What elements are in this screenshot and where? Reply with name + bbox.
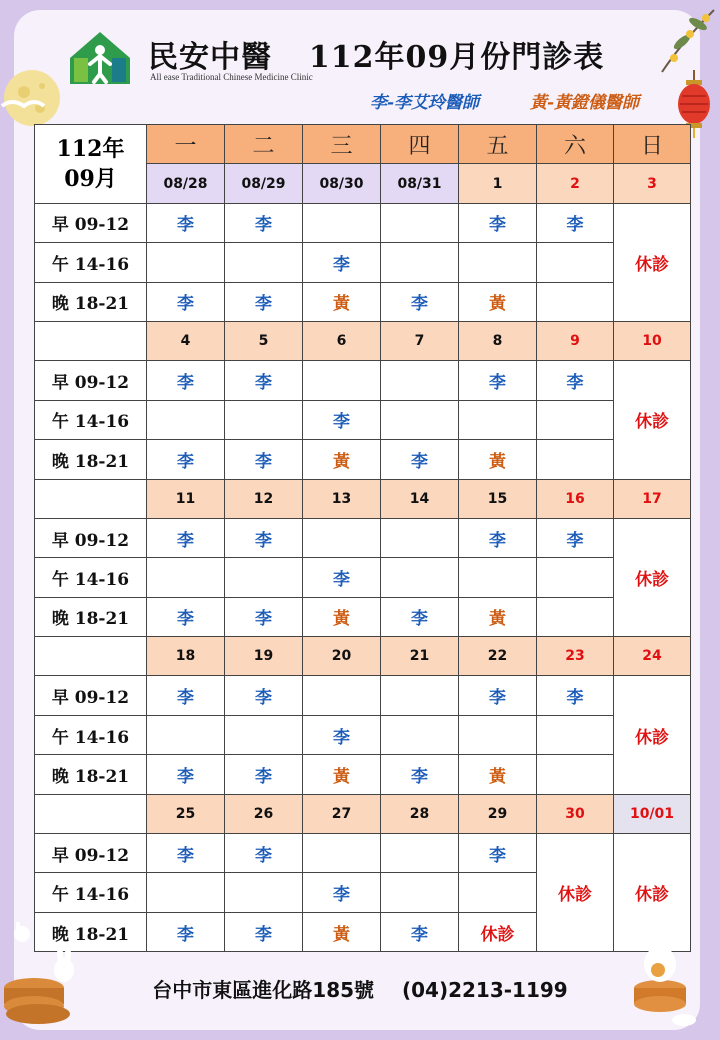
doctor-li-cell: 李 [225, 440, 303, 479]
empty-cell [381, 361, 459, 400]
empty-cell [303, 361, 381, 400]
closed-cell-sun: 休診 [614, 834, 691, 952]
empty-cell [381, 558, 459, 597]
date-cell: 2 [537, 164, 614, 203]
empty-cell [225, 873, 303, 912]
date-cell: 24 [614, 637, 691, 676]
month-label [35, 125, 147, 204]
date-cell: 25 [147, 794, 225, 833]
empty-cell [303, 203, 381, 242]
blank-cell [35, 479, 147, 518]
empty-cell [381, 676, 459, 715]
legend-li: 李-李艾玲醫師 [370, 93, 480, 113]
empty-cell [537, 400, 614, 439]
weekday-header: 二 [225, 125, 303, 164]
doctor-huang-cell: 黃 [459, 282, 537, 321]
blank-cell [35, 794, 147, 833]
date-cell: 08/30 [303, 164, 381, 203]
date-cell: 23 [537, 637, 614, 676]
doctor-li-cell: 李 [225, 203, 303, 242]
doctor-li-cell: 李 [303, 715, 381, 754]
legend-huang: 黃-黃鐙儀醫師 [530, 93, 640, 113]
weekday-header: 四 [381, 125, 459, 164]
empty-cell [381, 203, 459, 242]
date-cell: 30 [537, 794, 614, 833]
empty-cell [147, 558, 225, 597]
date-cell: 5 [225, 321, 303, 360]
weekday-header: 日 [614, 125, 691, 164]
doctor-huang-cell: 黃 [459, 755, 537, 794]
empty-cell [381, 715, 459, 754]
time-slot-label: 早 09-12 [35, 676, 147, 715]
empty-cell [459, 873, 537, 912]
doctor-li-cell: 李 [381, 282, 459, 321]
empty-cell [459, 558, 537, 597]
date-cell: 08/29 [225, 164, 303, 203]
doctor-li-cell: 李 [225, 361, 303, 400]
empty-cell [147, 400, 225, 439]
blank-cell [35, 321, 147, 360]
time-slot-label: 午 14-16 [35, 558, 147, 597]
doctor-li-cell: 李 [459, 518, 537, 557]
clinic-phone: (04)2213-1199 [401, 978, 568, 1002]
doctor-huang-cell: 黃 [459, 440, 537, 479]
doctor-li-cell: 李 [459, 361, 537, 400]
doctor-li-cell: 李 [147, 597, 225, 636]
doctor-li-cell: 李 [225, 912, 303, 951]
doctor-li-cell: 李 [147, 912, 225, 951]
date-cell: 28 [381, 794, 459, 833]
closed-cell-sun: 休診 [614, 361, 691, 479]
empty-cell [537, 440, 614, 479]
date-cell: 3 [614, 164, 691, 203]
date-cell: 10 [614, 321, 691, 360]
empty-cell [147, 715, 225, 754]
empty-cell [303, 834, 381, 873]
doctor-li-cell: 李 [147, 361, 225, 400]
doctor-huang-cell: 黃 [303, 440, 381, 479]
clinic-name: 民安中醫 [148, 40, 272, 75]
empty-cell [147, 873, 225, 912]
weekday-header: 五 [459, 125, 537, 164]
closed-cell-sat: 休診 [537, 834, 614, 952]
doctor-li-cell: 李 [459, 834, 537, 873]
time-slot-label: 午 14-16 [35, 715, 147, 754]
empty-cell [381, 873, 459, 912]
time-slot-label: 午 14-16 [35, 243, 147, 282]
month-label-year: 112年 [56, 135, 125, 162]
doctor-li-cell: 李 [303, 873, 381, 912]
empty-cell [225, 400, 303, 439]
time-slot-label: 早 09-12 [35, 518, 147, 557]
empty-cell [225, 715, 303, 754]
doctor-li-cell: 李 [147, 834, 225, 873]
doctor-li-cell: 李 [537, 203, 614, 242]
empty-cell [537, 597, 614, 636]
clinic-schedule-table [34, 124, 691, 952]
doctor-li-cell: 李 [147, 440, 225, 479]
closed-cell-sun: 休診 [614, 203, 691, 321]
doctor-li-cell: 李 [381, 597, 459, 636]
empty-cell [225, 558, 303, 597]
closed-cell: 休診 [459, 912, 537, 951]
empty-cell [381, 243, 459, 282]
month-label-month: 09月 [64, 165, 117, 192]
doctor-li-cell: 李 [225, 755, 303, 794]
empty-cell [537, 558, 614, 597]
time-slot-label: 晚 18-21 [35, 597, 147, 636]
doctor-li-cell: 李 [147, 755, 225, 794]
closed-cell-sun: 休診 [614, 676, 691, 794]
doctor-li-cell: 李 [225, 597, 303, 636]
time-slot-label: 晚 18-21 [35, 912, 147, 951]
doctor-li-cell: 李 [537, 676, 614, 715]
doctor-li-cell: 李 [147, 203, 225, 242]
date-cell: 10/01 [614, 794, 691, 833]
date-cell: 21 [381, 637, 459, 676]
empty-cell [537, 243, 614, 282]
doctor-li-cell: 李 [225, 834, 303, 873]
date-cell: 9 [537, 321, 614, 360]
empty-cell [537, 755, 614, 794]
date-cell: 26 [225, 794, 303, 833]
date-cell: 12 [225, 479, 303, 518]
date-cell: 29 [459, 794, 537, 833]
doctor-li-cell: 李 [225, 282, 303, 321]
weekday-header: 一 [147, 125, 225, 164]
doctor-li-cell: 李 [459, 676, 537, 715]
doctor-li-cell: 李 [303, 400, 381, 439]
doctor-li-cell: 李 [147, 676, 225, 715]
rabbit-mooncake-icon [614, 916, 704, 1026]
doctor-huang-cell: 黃 [459, 597, 537, 636]
date-cell: 1 [459, 164, 537, 203]
date-cell: 27 [303, 794, 381, 833]
empty-cell [459, 400, 537, 439]
doctor-huang-cell: 黃 [303, 755, 381, 794]
moon-icon [0, 62, 70, 132]
date-cell: 19 [225, 637, 303, 676]
date-cell: 13 [303, 479, 381, 518]
date-cell: 08/31 [381, 164, 459, 203]
empty-cell [381, 834, 459, 873]
date-cell: 17 [614, 479, 691, 518]
time-slot-label: 晚 18-21 [35, 282, 147, 321]
schedule-title: 112年09月份門診表 [308, 40, 605, 75]
blank-cell [35, 637, 147, 676]
date-cell: 16 [537, 479, 614, 518]
clinic-english-name: All ease Traditional Chinese Medicine Clinic [150, 72, 313, 82]
empty-cell [459, 715, 537, 754]
date-cell: 08/28 [147, 164, 225, 203]
doctor-li-cell: 李 [381, 912, 459, 951]
doctor-li-cell: 李 [147, 282, 225, 321]
date-cell: 14 [381, 479, 459, 518]
empty-cell [537, 715, 614, 754]
empty-cell [225, 243, 303, 282]
doctor-huang-cell: 黃 [303, 912, 381, 951]
date-cell: 7 [381, 321, 459, 360]
date-cell: 11 [147, 479, 225, 518]
page-title [148, 32, 604, 76]
clinic-logo-icon [66, 28, 134, 86]
doctor-li-cell: 李 [381, 440, 459, 479]
empty-cell [147, 243, 225, 282]
doctor-li-cell: 李 [537, 361, 614, 400]
time-slot-label: 早 09-12 [35, 834, 147, 873]
weekday-header: 三 [303, 125, 381, 164]
doctor-li-cell: 李 [537, 518, 614, 557]
empty-cell [303, 518, 381, 557]
clinic-address: 台中市東區進化路185號 [152, 978, 375, 1002]
time-slot-label: 晚 18-21 [35, 755, 147, 794]
time-slot-label: 早 09-12 [35, 361, 147, 400]
time-slot-label: 早 09-12 [35, 203, 147, 242]
footer-contact [0, 974, 720, 1003]
empty-cell [381, 518, 459, 557]
empty-cell [459, 243, 537, 282]
empty-cell [381, 400, 459, 439]
date-cell: 6 [303, 321, 381, 360]
date-cell: 4 [147, 321, 225, 360]
date-cell: 15 [459, 479, 537, 518]
doctor-li-cell: 李 [225, 676, 303, 715]
doctor-li-cell: 李 [381, 755, 459, 794]
doctor-huang-cell: 黃 [303, 282, 381, 321]
empty-cell [537, 282, 614, 321]
doctor-li-cell: 李 [459, 203, 537, 242]
doctor-huang-cell: 黃 [303, 597, 381, 636]
time-slot-label: 午 14-16 [35, 873, 147, 912]
doctor-li-cell: 李 [147, 518, 225, 557]
doctor-li-cell: 李 [225, 518, 303, 557]
time-slot-label: 午 14-16 [35, 400, 147, 439]
time-slot-label: 晚 18-21 [35, 440, 147, 479]
date-cell: 18 [147, 637, 225, 676]
date-cell: 22 [459, 637, 537, 676]
date-cell: 8 [459, 321, 537, 360]
closed-cell-sun: 休診 [614, 518, 691, 636]
doctor-li-cell: 李 [303, 558, 381, 597]
doctor-li-cell: 李 [303, 243, 381, 282]
weekday-header: 六 [537, 125, 614, 164]
empty-cell [303, 676, 381, 715]
date-cell: 20 [303, 637, 381, 676]
